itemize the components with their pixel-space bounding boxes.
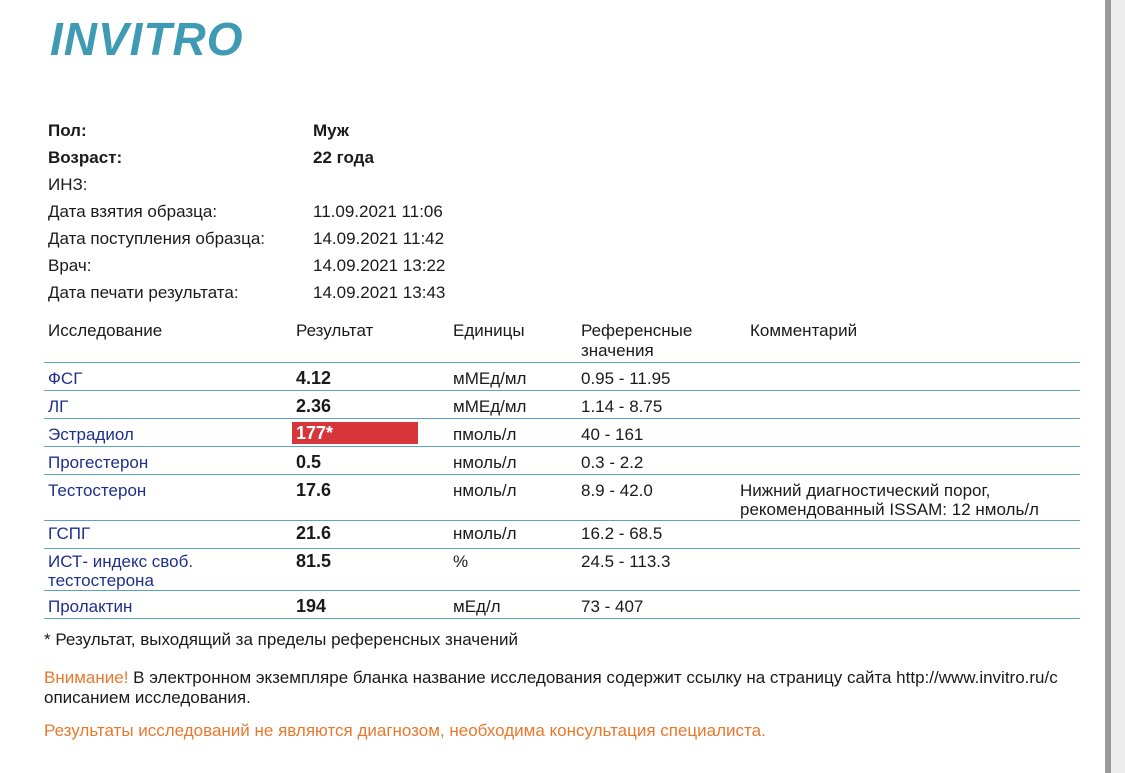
result-value: 17.6 (296, 480, 332, 500)
patient-value: 14.09.2021 11:42 (313, 229, 445, 248)
test-name-link[interactable]: Прогестерон (48, 453, 149, 472)
patient-label: Возраст: (48, 148, 123, 167)
test-name-link[interactable]: Тестостерон (48, 481, 147, 500)
result-value: 81.5 (296, 551, 332, 571)
patient-value: 14.09.2021 13:22 (313, 256, 446, 275)
patient-label: Дата взятия образца: (48, 202, 218, 221)
test-name-link[interactable]: ИСТ- индекс своб. тестостерона (48, 552, 194, 590)
result-value: 21.6 (296, 523, 332, 543)
units-value: нмоль/л (453, 524, 517, 543)
patient-value: Муж (313, 121, 349, 140)
disclaimer: Результаты исследований не являются диагнозом, необходима консультация специалиста. (44, 721, 766, 740)
result-value: 4.12 (296, 368, 332, 388)
warning-notice (44, 668, 1074, 708)
table-rule (44, 590, 1080, 591)
header-units: Единицы (453, 321, 525, 340)
table-rule-header (44, 362, 1080, 363)
warning-label: Внимание! (44, 668, 129, 687)
patient-value: 14.09.2021 13:43 (313, 283, 446, 302)
patient-label: Пол: (48, 121, 87, 140)
table-rule (44, 390, 1080, 391)
patient-label: ИНЗ: (48, 175, 88, 194)
test-name-link[interactable]: ГСПГ (48, 524, 91, 543)
units-value: мМЕд/мл (453, 369, 527, 388)
table-rule (44, 474, 1080, 475)
header-reference-line1: Референсные (581, 321, 693, 340)
header-result: Результат (296, 321, 374, 340)
result-value: 2.36 (296, 396, 332, 416)
reference-range: 1.14 - 8.75 (581, 397, 663, 416)
test-name-link[interactable]: Эстрадиол (48, 425, 134, 444)
reference-range: 73 - 407 (581, 597, 644, 616)
header-reference (581, 321, 692, 361)
units-value: % (453, 552, 469, 571)
table-rule (44, 418, 1080, 419)
reference-range: 40 - 161 (581, 425, 644, 444)
units-value: мЕд/л (453, 597, 501, 616)
patient-value: 22 года (313, 148, 374, 167)
units-value: нмоль/л (453, 453, 517, 472)
reference-range: 8.9 - 42.0 (581, 481, 653, 500)
footnote: * Результат, выходящий за пределы референсных значений (44, 630, 518, 649)
comment-text: Нижний диагностический порог, рекомендованный ISSAM: 12 нмоль/л (740, 481, 1039, 519)
header-reference-line2: значения (581, 341, 654, 360)
units-value: мМЕд/мл (453, 397, 527, 416)
test-name-link[interactable]: ЛГ (48, 397, 69, 416)
result-value: 0.5 (296, 452, 322, 472)
reference-range: 0.3 - 2.2 (581, 453, 644, 472)
table-rule-bottom (44, 618, 1080, 619)
table-rule (44, 520, 1080, 521)
warning-text[interactable]: В электронном экземпляре бланка название исследования содержит ссылку на страницу сайта http://www.invitro.ru/с описанием исследования. (44, 668, 1058, 707)
patient-label: Дата печати результата: (48, 283, 239, 302)
result-value-flagged: 177* (292, 422, 418, 444)
test-name-link[interactable]: ФСГ (48, 369, 83, 388)
reference-range: 16.2 - 68.5 (581, 524, 663, 543)
units-value: пмоль/л (453, 425, 517, 444)
patient-label: Врач: (48, 256, 92, 275)
invitro-logo: INVITRO (50, 13, 244, 65)
result-value: 194 (296, 596, 327, 616)
patient-label: Дата поступления образца: (48, 229, 266, 248)
reference-range: 24.5 - 113.3 (581, 552, 671, 571)
patient-value: 11.09.2021 11:06 (313, 202, 443, 221)
test-name-link[interactable]: Пролактин (48, 597, 133, 616)
table-rule (44, 548, 1080, 549)
header-comment: Комментарий (750, 321, 858, 340)
header-test: Исследование (48, 321, 163, 340)
table-rule (44, 446, 1080, 447)
page-edge (1111, 0, 1125, 773)
reference-range: 0.95 - 11.95 (581, 369, 671, 388)
units-value: нмоль/л (453, 481, 517, 500)
